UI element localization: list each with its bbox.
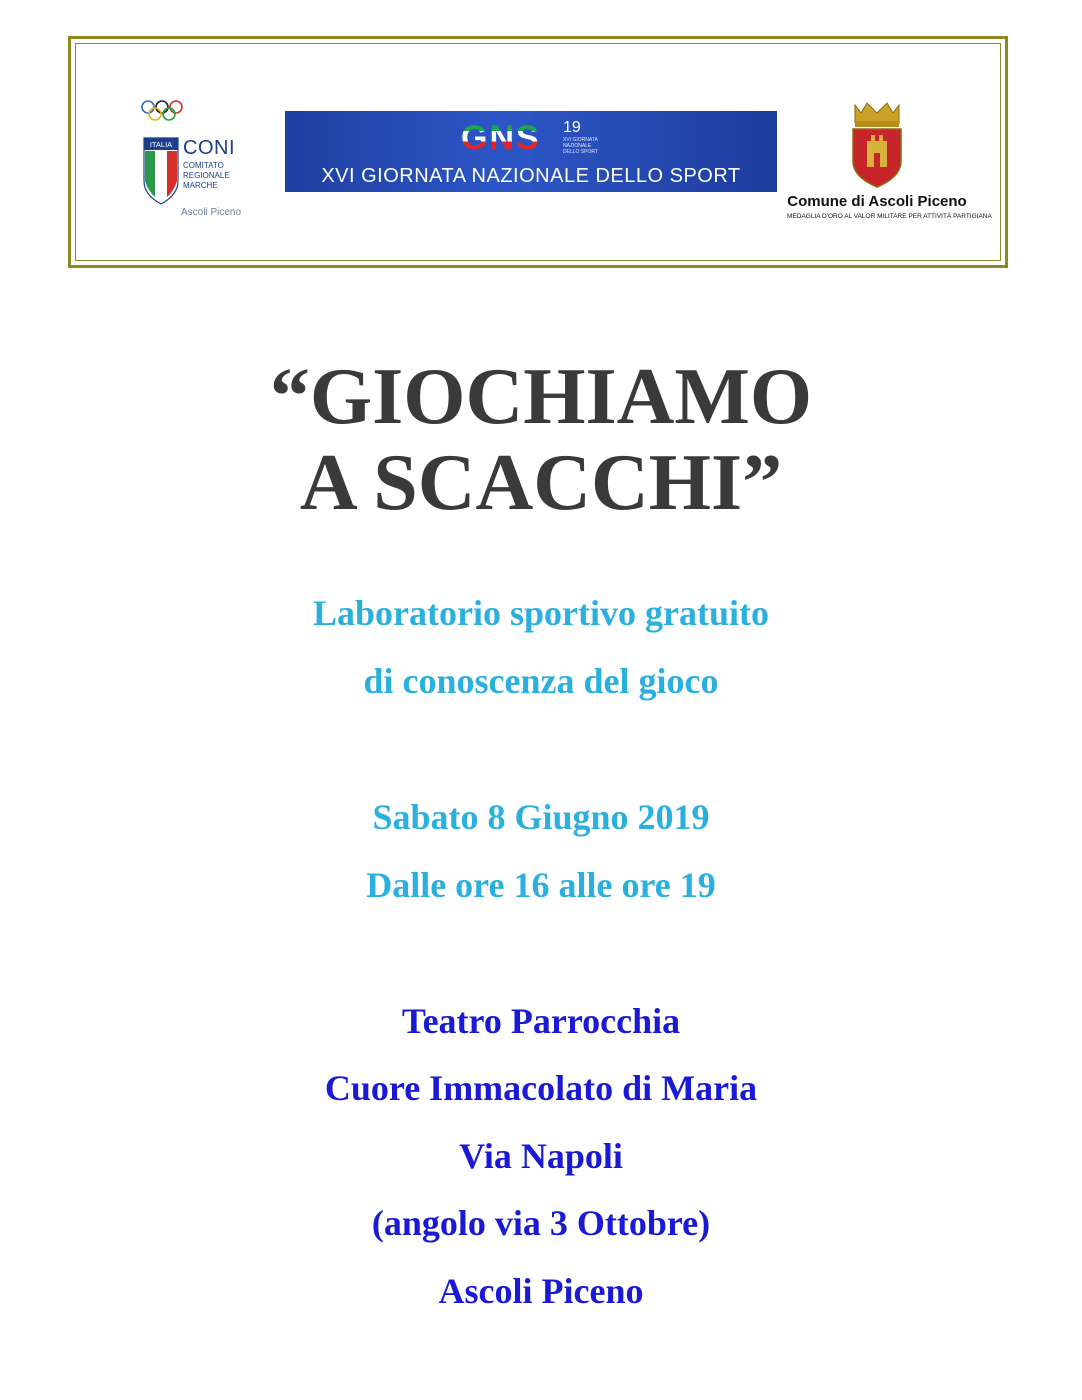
- venue-line5: Ascoli Piceno: [438, 1271, 644, 1311]
- subtitle-line1: Laboratorio sportivo gratuito: [313, 593, 769, 633]
- coni-logo: [141, 99, 251, 219]
- subtitle-line2: di conoscenza del gioco: [363, 661, 719, 701]
- coni-city: Ascoli Piceno: [181, 207, 242, 218]
- event-time: Dalle ore 16 alle ore 19: [366, 865, 716, 905]
- gns-small-text: XVI GIORNATA NAZIONALE DELLO SPORT: [563, 137, 598, 155]
- event-title-line1: “GIOCHIAMO: [269, 353, 813, 441]
- logo-banner: [68, 36, 1008, 268]
- gns-number: 19: [563, 119, 581, 136]
- comune-name: Comune di Ascoli Piceno: [787, 193, 967, 210]
- comune-logo: [787, 101, 992, 231]
- gns-title: XVI GIORNATA NAZIONALE DELLO SPORT: [321, 165, 741, 187]
- gns-banner: [285, 111, 777, 192]
- italia-shield-icon: [143, 137, 179, 205]
- event-title-line2: A SCACCHI”: [299, 439, 783, 527]
- coni-brand: CONI: [183, 137, 235, 159]
- venue-line2: Cuore Immacolato di Maria: [324, 1068, 758, 1108]
- comune-subtitle: MEDAGLIA D'ORO AL VALOR MILITARE PER ATTIVITÀ PARTIGIANA: [787, 213, 992, 220]
- venue-line3: Via Napoli: [459, 1136, 623, 1176]
- event-date: Sabato 8 Giugno 2019: [372, 797, 710, 837]
- olympic-rings-icon: [141, 99, 183, 123]
- gns-logo: GNS: [461, 119, 541, 157]
- venue-line1: Teatro Parrocchia: [401, 1001, 681, 1041]
- coni-subtitle: COMITATO REGIONALE MARCHE: [183, 161, 230, 190]
- city-crest-icon: [845, 101, 909, 189]
- event-title: [0, 354, 1082, 526]
- venue-line4: (angolo via 3 Ottobre): [371, 1203, 711, 1243]
- shield-text: ITALIA: [149, 140, 173, 149]
